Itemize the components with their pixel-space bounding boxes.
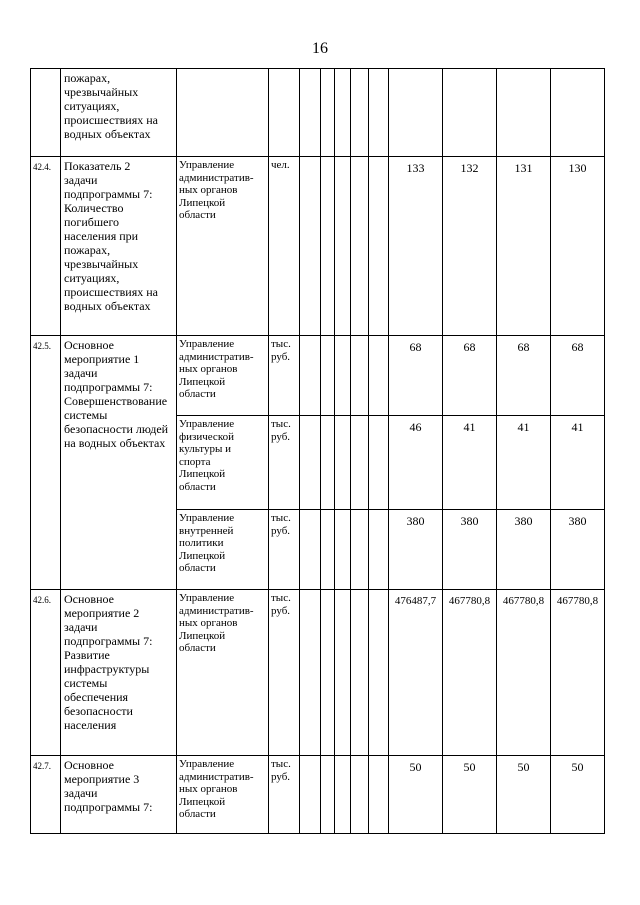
value-cell: 132 [443, 157, 497, 336]
value-cell: 50 [497, 756, 551, 834]
value-cell: 130 [551, 157, 605, 336]
indicator-name: Показатель 2 задачи подпрограммы 7: Количество погибшего населения при пожарах, чрезвычайных ситуациях, происшествиях на водных объектах [61, 157, 177, 336]
value-cell: 68 [443, 336, 497, 416]
empty-cell [351, 510, 369, 590]
indicator-name: Основное мероприятие 3 задачи подпрограммы 7: [61, 756, 177, 834]
table-row [31, 69, 605, 157]
empty-cell [321, 510, 335, 590]
row-number: 42.5. [31, 336, 61, 590]
table-row [31, 157, 605, 336]
value-cell: 41 [551, 416, 605, 510]
row-number: 42.6. [31, 590, 61, 756]
empty-cell [335, 756, 351, 834]
indicators-table [30, 68, 605, 834]
value-cell: 380 [551, 510, 605, 590]
value-cell: 467780,8 [443, 590, 497, 756]
value-cell [497, 69, 551, 157]
responsible-body: Управление внутренней политики Липецкой области [177, 510, 269, 590]
empty-cell [369, 69, 389, 157]
empty-cell [300, 510, 321, 590]
row-number: 42.7. [31, 756, 61, 834]
value-cell: 380 [443, 510, 497, 590]
empty-cell [369, 510, 389, 590]
empty-cell [369, 416, 389, 510]
empty-cell [321, 157, 335, 336]
unit: чел. [269, 157, 300, 336]
empty-cell [351, 590, 369, 756]
table-row [31, 590, 605, 756]
empty-cell [369, 590, 389, 756]
empty-cell [335, 510, 351, 590]
empty-cell [369, 336, 389, 416]
value-cell: 41 [443, 416, 497, 510]
empty-cell [321, 336, 335, 416]
value-cell: 50 [443, 756, 497, 834]
value-cell: 467780,8 [551, 590, 605, 756]
empty-cell [321, 416, 335, 510]
empty-cell [335, 336, 351, 416]
value-cell [389, 69, 443, 157]
empty-cell [335, 590, 351, 756]
empty-cell [300, 69, 321, 157]
empty-cell [300, 756, 321, 834]
empty-cell [300, 157, 321, 336]
value-cell: 68 [551, 336, 605, 416]
empty-cell [351, 756, 369, 834]
value-cell: 68 [497, 336, 551, 416]
indicator-name: Основное мероприятие 1 задачи подпрограммы 7: Совершенствование системы безопасности людей на водных объектах [61, 336, 177, 590]
empty-cell [351, 157, 369, 336]
value-cell: 380 [389, 510, 443, 590]
value-cell: 476487,7 [389, 590, 443, 756]
table-row [31, 756, 605, 834]
value-cell: 380 [497, 510, 551, 590]
indicator-name: пожарах, чрезвычайных ситуациях, происшествиях на водных объектах [61, 69, 177, 157]
value-cell [443, 69, 497, 157]
empty-cell [369, 756, 389, 834]
empty-cell [351, 336, 369, 416]
unit: тыс. руб. [269, 756, 300, 834]
empty-cell [321, 590, 335, 756]
unit: тыс. руб. [269, 416, 300, 510]
value-cell: 41 [497, 416, 551, 510]
empty-cell [321, 756, 335, 834]
empty-cell [369, 157, 389, 336]
value-cell: 133 [389, 157, 443, 336]
responsible-body: Управление административ- ных органов Липецкой области [177, 590, 269, 756]
empty-cell [351, 416, 369, 510]
row-number [31, 69, 61, 157]
empty-cell [300, 590, 321, 756]
empty-cell [300, 336, 321, 416]
indicator-name: Основное мероприятие 2 задачи подпрограммы 7: Развитие инфраструктуры системы обеспечения безопасности населения [61, 590, 177, 756]
unit: тыс. руб. [269, 510, 300, 590]
empty-cell [335, 69, 351, 157]
value-cell: 68 [389, 336, 443, 416]
empty-cell [351, 69, 369, 157]
unit: тыс. руб. [269, 336, 300, 416]
value-cell: 50 [389, 756, 443, 834]
value-cell: 467780,8 [497, 590, 551, 756]
value-cell: 46 [389, 416, 443, 510]
responsible-body: Управление административ- ных органов Липецкой области [177, 756, 269, 834]
unit: тыс. руб. [269, 590, 300, 756]
empty-cell [321, 69, 335, 157]
table-row [31, 336, 605, 416]
responsible-body [177, 69, 269, 157]
unit [269, 69, 300, 157]
value-cell: 50 [551, 756, 605, 834]
responsible-body: Управление административ- ных органов Липецкой области [177, 157, 269, 336]
value-cell: 131 [497, 157, 551, 336]
empty-cell [300, 416, 321, 510]
responsible-body: Управление административ- ных органов Липецкой области [177, 336, 269, 416]
value-cell [551, 69, 605, 157]
responsible-body: Управление физической культуры и спорта Липецкой области [177, 416, 269, 510]
page-number: 16 [312, 40, 328, 57]
row-number: 42.4. [31, 157, 61, 336]
empty-cell [335, 416, 351, 510]
empty-cell [335, 157, 351, 336]
